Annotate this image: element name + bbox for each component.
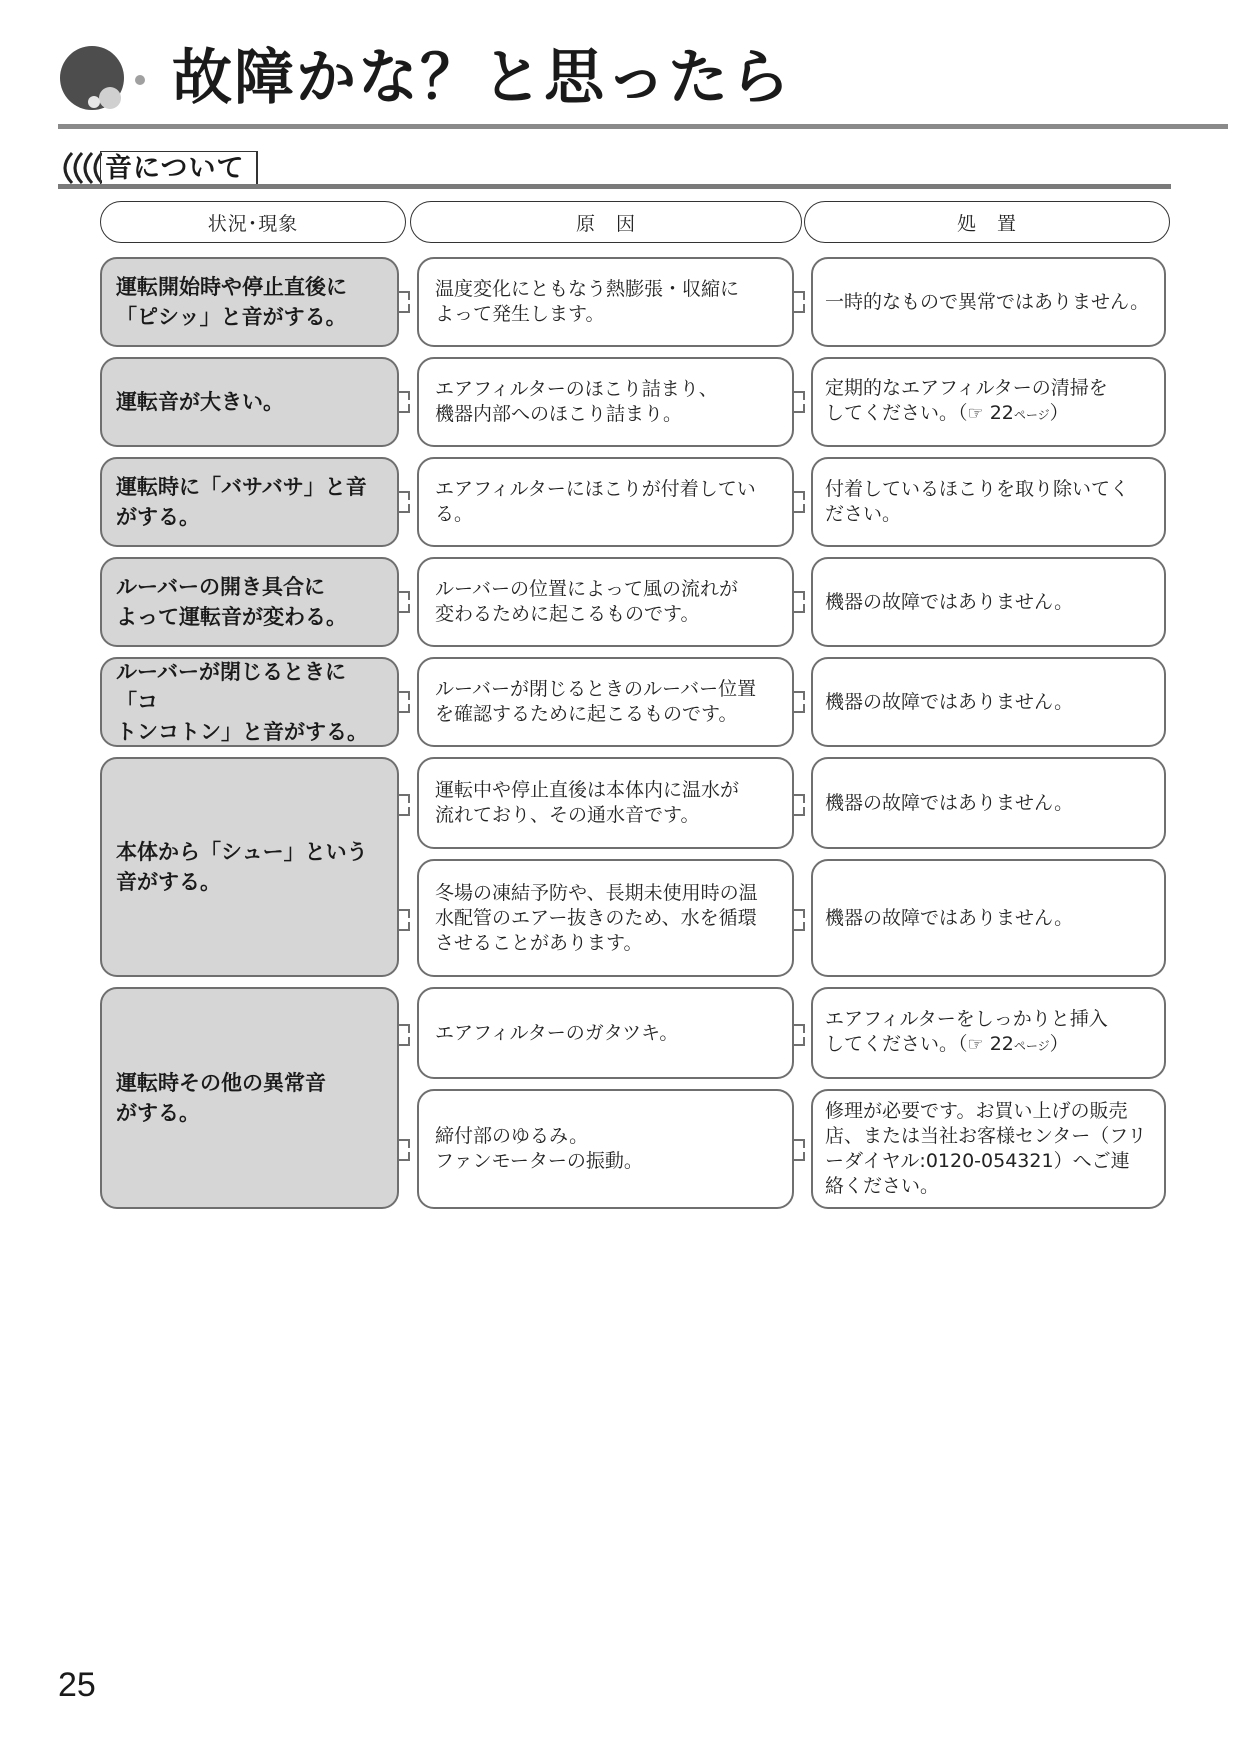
cause-cell: [417, 557, 794, 647]
remedy-text: [825, 376, 1108, 428]
cause-cell: [417, 757, 794, 849]
remedy-cell: [811, 859, 1166, 977]
column-header-symptom: 状況･現象: [100, 201, 406, 243]
cause-text: エアフィルターのほこり詰まり、 機器内部へのほこり詰まり。: [435, 378, 718, 425]
section-header: [100, 151, 258, 185]
symptom-text: 運転音が大きい。: [116, 390, 284, 414]
remedy-text: 一時的なもので異常ではありません。: [825, 290, 1150, 313]
remedy-cell: [811, 757, 1166, 849]
page-number: 25: [58, 1666, 96, 1704]
symptom-text: 運転時その他の異常音 がする。: [116, 1071, 326, 1125]
remedy-text: 機器の故障ではありません。: [825, 906, 1074, 929]
title-circle-icon: [58, 42, 150, 114]
symptom-cell: [100, 557, 399, 647]
remedy-cell: [811, 557, 1166, 647]
cause-cell: [417, 457, 794, 547]
remedy-text: 機器の故障ではありません。: [825, 791, 1074, 814]
pointing-hand-icon: ☞: [967, 403, 984, 424]
pointing-hand-icon: ☞: [967, 1034, 984, 1055]
section-title: 音について: [105, 153, 245, 184]
remedy-cell: [811, 257, 1166, 347]
cause-text: 冬場の凍結予防や、長期未使用時の温 水配管のエアー抜きのため、水を循環 させることがあります。: [435, 881, 758, 954]
cause-cell: [417, 859, 794, 977]
cause-text: 温度変化にともなう熱膨張・収縮に よって発生します。: [435, 278, 740, 325]
remedy-text: [825, 1007, 1108, 1059]
remedy-text: 修理が必要です。お買い上げの販売 店、または当社お客様センター（フリ ーダイヤル:0120-054321）へご連 絡ください。: [825, 1100, 1147, 1197]
column-header-cause: 原 因: [410, 201, 802, 243]
remedy-cell: [811, 987, 1166, 1079]
symptom-cell: [100, 757, 399, 977]
page-ref: 22: [989, 402, 1014, 424]
cause-text: ルーバーが閉じるときのルーバー位置 を確認するために起こるものです。: [435, 678, 757, 725]
symptom-text: ルーバーが閉じるときに「コ トンコトン」と音がする。: [116, 660, 368, 744]
page-ref: 22: [989, 1033, 1014, 1055]
remedy-body: エアフィルターをしっかりと挿入 してください。（: [825, 1008, 1108, 1055]
symptom-cell: [100, 457, 399, 547]
remedy-cell: [811, 357, 1166, 447]
remedy-tail: ）: [1049, 1033, 1069, 1055]
cause-cell: [417, 357, 794, 447]
symptom-cell: [100, 987, 399, 1209]
page-ref-unit: ページ: [1013, 408, 1050, 422]
cause-text: ルーバーの位置によって風の流れが 変わるために起こるものです。: [435, 578, 739, 625]
remedy-cell: [811, 457, 1166, 547]
remedy-tail: ）: [1049, 402, 1069, 424]
remedy-body: 定期的なエアフィルターの清掃を してください。（: [825, 377, 1108, 424]
cause-cell: [417, 257, 794, 347]
symptom-text: ルーバーの開き具合に よって運転音が変わる。: [116, 575, 347, 629]
remedy-text: 機器の故障ではありません。: [825, 590, 1074, 613]
cause-text: エアフィルターのガタツキ。: [435, 1021, 679, 1044]
remedy-text: 機器の故障ではありません。: [825, 690, 1074, 713]
cause-cell: [417, 987, 794, 1079]
symptom-cell: [100, 357, 399, 447]
page-title: 故障かな？と思ったら: [172, 43, 792, 113]
page-ref-unit: ページ: [1013, 1039, 1050, 1053]
section-rule: [58, 184, 1171, 189]
remedy-text: 付着しているほこりを取り除いてく ださい。: [825, 478, 1130, 525]
symptom-text: 運転開始時や停止直後に 「ピシッ」と音がする。: [116, 275, 347, 329]
column-header-remedy: 処 置: [804, 201, 1170, 243]
cause-text: 締付部のゆるみ。 ファンモーターの振動。: [435, 1125, 643, 1172]
cause-cell: [417, 1089, 794, 1209]
remedy-cell: [811, 657, 1166, 747]
symptom-text: 運転時に「バサバサ」と音 がする。: [116, 475, 367, 529]
symptom-text: 本体から「シュー」という 音がする。: [116, 840, 368, 894]
symptom-cell: [100, 657, 399, 747]
cause-cell: [417, 657, 794, 747]
cause-text: エアフィルターにほこりが付着してい る。: [435, 478, 756, 525]
cause-text: 運転中や停止直後は本体内に温水が 流れており、その通水音です。: [435, 779, 740, 826]
remedy-cell: [811, 1089, 1166, 1209]
sound-arcs-icon: [58, 151, 102, 185]
title-rule: [58, 124, 1228, 129]
symptom-cell: [100, 257, 399, 347]
